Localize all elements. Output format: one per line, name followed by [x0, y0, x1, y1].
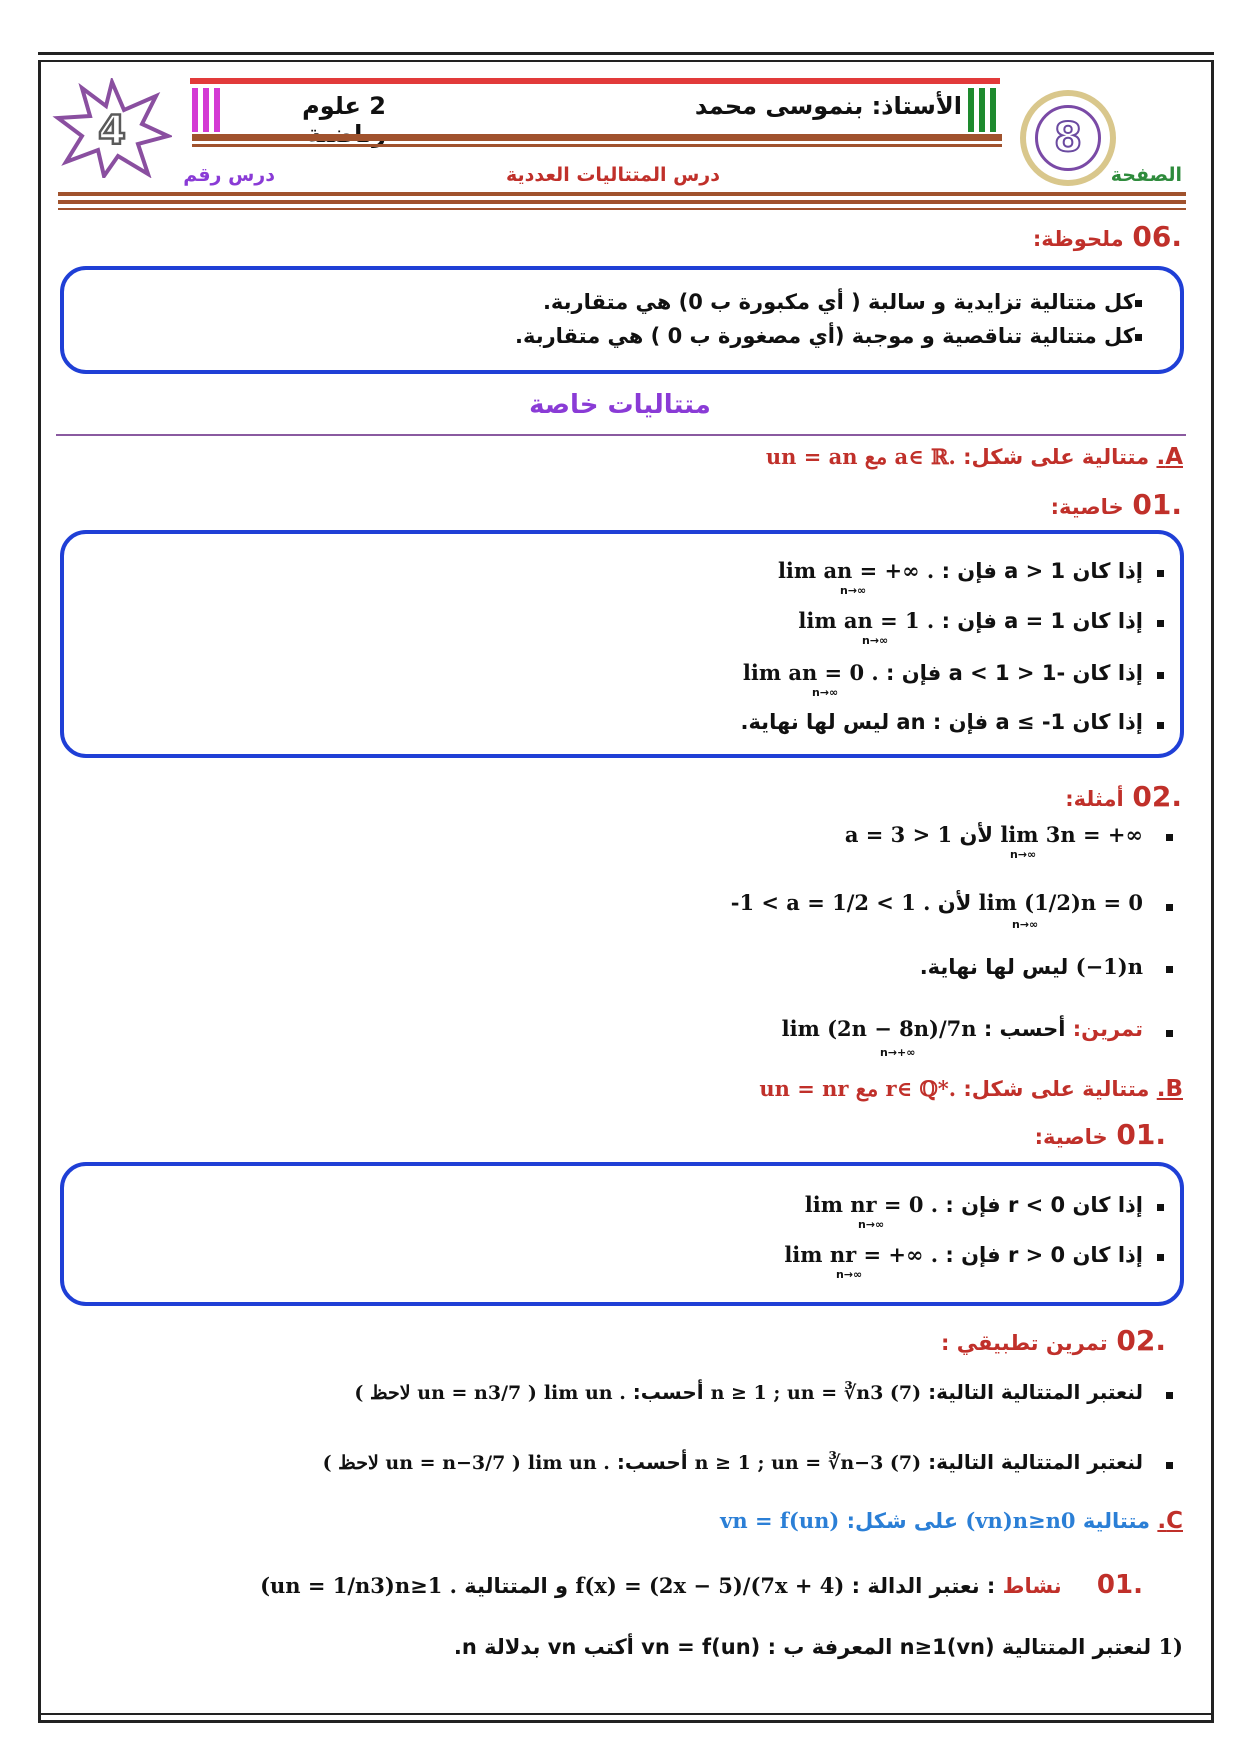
- activity-func: f(x) = (2x − 5)/(7x + 4): [575, 1573, 845, 1598]
- part-a-prop-bullet-2: [1157, 620, 1164, 627]
- part-c-letter: C.: [1157, 1508, 1183, 1534]
- part-b-prop-1: [805, 1192, 1143, 1217]
- part-b-heading: [759, 1076, 1183, 1102]
- example-1-under: n→∞: [1010, 848, 1037, 861]
- header-red-band: [190, 78, 1000, 84]
- remark-heading: [900, 220, 1182, 253]
- part-b-app-heading: [900, 1324, 1166, 1357]
- header-rule-1: [192, 134, 1002, 141]
- part-b-prop-heading: [900, 1118, 1166, 1151]
- part-b-letter: B.: [1156, 1076, 1183, 1102]
- part-a-prop-bullet-3: [1157, 672, 1164, 679]
- header-bottom-rule-2: [58, 200, 1186, 204]
- part-a-prop-bullet-4: [1157, 722, 1164, 729]
- part-c-seq: (vn)n≥n0: [965, 1508, 1076, 1533]
- part-a-prop-title: خاصية:: [1050, 495, 1124, 519]
- part-a-prop-2-under: n→∞: [862, 634, 889, 647]
- part-a-prop-bullet-1: [1157, 570, 1164, 577]
- page-number-inner-circle: [1035, 105, 1101, 171]
- part-a-prop-3-cond: إذا كان -1 < a < 1 فإن :: [886, 661, 1143, 685]
- top-border-line-1: [38, 52, 1214, 55]
- example-3-reason: ليس لها نهاية.: [919, 955, 1069, 979]
- exercise-text: أحسب :: [983, 1017, 1066, 1041]
- example-2-under: n→∞: [1012, 918, 1039, 931]
- example-bullet-3: [1166, 966, 1173, 973]
- question-1-number: 1): [1158, 1634, 1183, 1659]
- example-1-expr: lim 3n = +∞: [1000, 822, 1143, 847]
- app-1: [354, 1380, 1143, 1404]
- app-2: [323, 1450, 1143, 1474]
- lesson-number-star-icon: [52, 78, 172, 178]
- app-2-note: ( لاحظ un = n−3/7 ): [322, 1452, 521, 1474]
- part-a-examples-number: .02: [1132, 780, 1182, 813]
- page-number: 8: [1054, 115, 1082, 161]
- header-bottom-rule-1: [58, 192, 1186, 196]
- part-b-prop-1-cond: إذا كان r < 0 فإن :: [945, 1193, 1143, 1217]
- exercise-expr: lim (2n − 8n)/7n: [781, 1016, 977, 1041]
- remark-bullet-1: [1135, 300, 1142, 307]
- special-sequences-title: متتاليات خاصة: [529, 390, 711, 420]
- exercise: [782, 1016, 1143, 1041]
- app-1-intro: لنعتبر المتتالية التالية:: [928, 1380, 1143, 1404]
- app-1-note: ( لاحظ un = n3/7 ): [354, 1382, 537, 1404]
- part-a-prop-heading: [900, 488, 1182, 521]
- remark-box: [60, 266, 1184, 374]
- app-2-lim: lim un .: [527, 1452, 610, 1474]
- part-a-prop-4-cond: إذا كان a ≤ -1 فإن :: [932, 710, 1143, 734]
- example-2-because: لأن: [937, 891, 972, 915]
- example-1: [845, 822, 1143, 847]
- part-a-letter: A.: [1156, 444, 1183, 470]
- part-a-prop-2-result: lim an = 1 .: [798, 608, 935, 633]
- part-a-prop-2: [798, 608, 1143, 633]
- part-a-prop-3-result: lim an = 0 .: [742, 660, 879, 685]
- part-a-prop-4: [740, 710, 1143, 734]
- part-a-formula: un = an مع a∈ ℝ.: [765, 444, 956, 469]
- app-bullet-1: [1166, 1392, 1173, 1399]
- app-1-lim: lim un .: [543, 1382, 626, 1404]
- part-b-prop-bullet-1: [1157, 1204, 1164, 1211]
- example-1-reason: a = 3 > 1: [844, 822, 953, 847]
- activity-text: : نعتبر الدالة :: [851, 1574, 996, 1598]
- part-b-property-box: [60, 1162, 1184, 1306]
- part-b-prop-bullet-2: [1157, 1254, 1164, 1261]
- part-a-prop-4-result: an ليس لها نهاية.: [740, 710, 926, 734]
- remark-title: ملحوظة:: [1032, 227, 1124, 251]
- app-1-def: n ≥ 1 ; un = ∛n3 (7): [710, 1382, 922, 1404]
- part-b-title: متتالية على شكل:: [963, 1077, 1150, 1101]
- part-a-examples-heading: [900, 780, 1182, 813]
- lesson-number-label: درس رقم: [183, 164, 275, 186]
- part-c-heading: [720, 1508, 1183, 1534]
- app-bullet-2: [1166, 1462, 1173, 1469]
- part-c-formula: vn = f(un): [720, 1508, 840, 1533]
- app-2-def: n ≥ 1 ; un = ∛n−3 (7): [694, 1452, 922, 1474]
- header-left-stripes: [192, 88, 222, 132]
- part-b-prop-number: .01: [1116, 1118, 1166, 1151]
- app-2-ask: أحسب:: [616, 1450, 688, 1474]
- part-b-app-number: .02: [1116, 1324, 1166, 1357]
- example-2: [731, 890, 1143, 915]
- exercise-bullet: [1166, 1030, 1173, 1037]
- part-b-prop-2: [784, 1242, 1143, 1267]
- question-1-text: لنعتبر المتتالية (vn)n≥1 المعرفة ب : vn = f(un) أكتب vn بدلالة n.: [453, 1635, 1152, 1659]
- part-a-title: متتالية على شكل:: [963, 445, 1150, 469]
- example-3-expr: (−1)n: [1075, 954, 1143, 979]
- exercise-under: n→+∞: [880, 1046, 916, 1059]
- part-a-prop-1: [778, 558, 1143, 583]
- app-2-intro: لنعتبر المتتالية التالية:: [928, 1450, 1143, 1474]
- part-b-prop-1-under: n→∞: [858, 1218, 885, 1231]
- part-c-title: متتالية: [1082, 1509, 1151, 1533]
- part-c-shape: على شكل:: [846, 1509, 959, 1533]
- lesson-title: درس المتتاليات العددية: [505, 164, 720, 186]
- teacher-label: الأستاذ: بنموسى محمد: [694, 92, 962, 120]
- page-label: الصفحة: [1110, 164, 1182, 186]
- part-a-prop-1-under: n→∞: [840, 584, 867, 597]
- part-a-prop-2-cond: إذا كان a = 1 فإن :: [941, 609, 1143, 633]
- question-1: [454, 1634, 1183, 1659]
- part-b-formula: un = nr مع r∈ ℚ*.: [759, 1076, 957, 1101]
- part-a-prop-1-cond: إذا كان a > 1 فإن :: [941, 559, 1143, 583]
- example-3: [920, 954, 1143, 979]
- special-title-rule: [56, 434, 1186, 436]
- remark-item-1: كل متتالية تزايدية و سالبة ( أي مكبورة ب 0) هي متقاربة.: [542, 290, 1135, 314]
- example-bullet-1: [1166, 834, 1173, 841]
- remark-bullet-2: [1135, 334, 1142, 341]
- part-b-prop-title: خاصية:: [1034, 1125, 1108, 1149]
- app-1-ask: أحسب:: [632, 1380, 704, 1404]
- example-2-reason: -1 < a = 1/2 < 1 .: [730, 890, 931, 915]
- part-a-prop-number: .01: [1132, 488, 1182, 521]
- activity-label: نشاط: [1002, 1574, 1062, 1598]
- example-1-because: لأن: [959, 823, 993, 847]
- header-right-stripes: [968, 88, 998, 132]
- part-b-prop-1-result: lim nr = 0 .: [804, 1192, 939, 1217]
- part-a-examples-title: أمثلة:: [1065, 787, 1124, 811]
- example-bullet-2: [1166, 904, 1173, 911]
- activity-seq-def: (un = 1/n3)n≥1 .: [260, 1573, 457, 1598]
- part-b-prop-2-cond: إذا كان r > 0 فإن :: [945, 1243, 1143, 1267]
- example-2-expr: lim (1/2)n = 0: [978, 890, 1143, 915]
- part-a-prop-3: [743, 660, 1143, 685]
- bottom-border-line-2: [38, 1720, 1214, 1723]
- part-b-prop-2-result: lim nr = +∞ .: [784, 1242, 939, 1267]
- level-label: 2 علوم: [302, 92, 386, 120]
- part-a-prop-1-result: lim an = +∞ .: [777, 558, 935, 583]
- remark-number: .06: [1132, 220, 1182, 253]
- part-a-heading: [766, 444, 1183, 470]
- part-a-prop-3-under: n→∞: [812, 686, 839, 699]
- header-rule-2: [192, 144, 1002, 147]
- exercise-label: تمرين:: [1072, 1017, 1143, 1041]
- activity: [260, 1570, 1143, 1600]
- lesson-number: 4: [98, 108, 126, 154]
- activity-and-seq: و المتتالية: [464, 1574, 569, 1598]
- activity-number: .01: [1096, 1570, 1143, 1600]
- part-b-app-title: تمرين تطبيقي :: [940, 1331, 1108, 1355]
- header-bottom-rule-3: [58, 208, 1186, 210]
- part-b-prop-2-under: n→∞: [836, 1268, 863, 1281]
- remark-item-2: كل متتالية تناقصية و موجبة (أي مصغورة ب 0 ) هي متقاربة.: [514, 324, 1135, 348]
